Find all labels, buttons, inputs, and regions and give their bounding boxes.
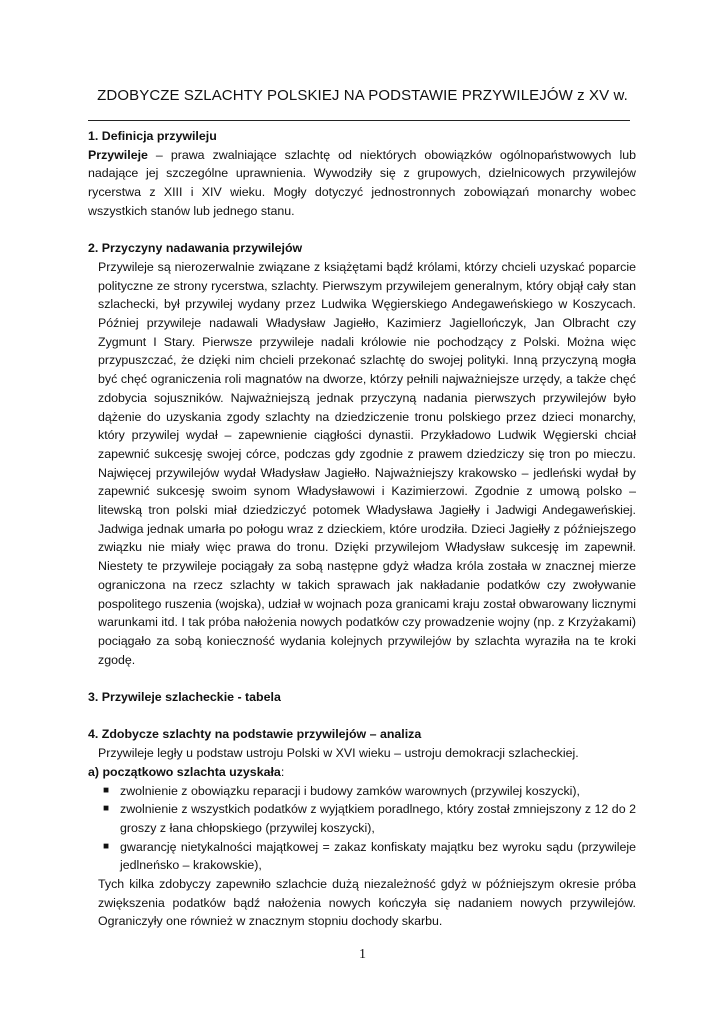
page-number: 1 — [359, 947, 366, 962]
section-1-heading: 1. Definicja przywileju — [88, 129, 217, 143]
section-3-heading: 3. Przywileje szlacheckie - tabela — [88, 690, 281, 705]
section-1-paragraph — [88, 146, 636, 221]
bullet-square-icon: ■ — [103, 803, 110, 815]
definition-text: – prawa zwalniające szlachtę od niektórych obowiązków ogólnopaństwowych lub nadające jej szczególne uprawnienia. Wywodziły się z grupowych, dzielnicowych przywilejów rycerstwa z XIII i XIV wieku. Mogły dotyczyć jednostronnych zobowiązań monarchy wobec wszystkich stanów lub jednego stanu. — [88, 147, 636, 218]
title-divider — [88, 120, 630, 121]
section-2-heading: 2. Przyczyny nadawania przywilejów — [88, 241, 303, 256]
document-title: ZDOBYCZE SZLACHTY POLSKIEJ NA PODSTAWIE PRZYWILEJÓW z XV w. — [97, 87, 628, 104]
definition-term: Przywileje — [88, 147, 148, 162]
bullet-square-icon: ■ — [103, 784, 110, 796]
section-2-paragraph: Przywileje są nierozerwalnie związane z książętami bądź królami, którzy chcieli uzyskać poparcie polityczne ze strony rycerstwa, szlachty. Pierwszym przywilejem generalnym, który objął cały stan szlachecki, był przywilej wydany przez Ludwika Węgierskiego Andegaweńskiego w Koszycach. Później przywileje nadawali Władysław Jagiełło, Kazimierz Jagiellończyk, Jan Olbracht czy Zygmunt I Stary. Pierwsze przywileje nadali królowie nie pochodzący z Polski. Można więc przypuszczać, że dzięki nim chcieli przekonać szlachtę do swojej polityki. Inną przyczyną mogła być chęć ograniczenia roli magnatów na dworze, którzy pełnili najważniejsze urzędy, a także chęć zdobycia sojuszników. Najważniejszą jednak przyczyną nadania pierwszych przywilejów było dążenie do uzyskania zgody szlachty na dziedziczenie tronu polskiego przez dzieci monarchy, który przywilej wydał – zapewnienie ciągłości dynastii. Przykładowo Ludwik Węgierski chciał zapewnić sukcesję swojej córce, podczas gdy zgodnie z prawem dziedziczy się tron po mieczu. Najwięcej przywilejów wydał Władysław Jagiełło. Najważniejszy krakowsko – jedleński wydał by zapewnić sukcesję swoim synom Władysławowi i Kazimierzowi. Zgodnie z umową polsko – litewską tron polski miał dziedziczyć potomek Władysława Jagiełły i Jadwigi Andegaweńskiej. Jadwiga jednak umarła po połogu wraz z dzieckiem, które urodziła. Dzieci Jagiełły z późniejszego związku nie miały więc prawa do tronu. Dzięki przywilejom Władysław sukcesję im zapewnił. Niestety te przywileje pociągały za sobą następne gdyż władza króla została w znacznej mierze ograniczona na rzecz szlachty w takich sprawach jak nakładanie podatków czy zwoływanie pospolitego ruszenia (wojska), udział w wojnach poza granicami kraju został obwarowany licznymi warunkami itd. I tak próba nałożenia nowych podatków czy prowadzenie wojny (np. z Krzyżakami) pociągało za sobą konieczność wydania kolejnych przywilejów by szlachta wyraziła na te kroki zgodę. — [98, 259, 636, 667]
acquisitions-list — [88, 782, 636, 876]
list-item: ■ gwarancję nietykalności majątkowej = zakaz konfiskaty majątku bez wyroku sądu (przywileje jedlneńsko – krakowskie), — [103, 839, 636, 873]
section-4-intro: Przywileje legły u podstaw ustroju Polski w XVI wieku – ustroju demokracji szlacheckiej. — [98, 746, 579, 761]
section-4-heading: 4. Zdobycze szlachty na podstawie przywilejów – analiza — [88, 727, 422, 742]
subsection-a-label: a) początkowo szlachta uzyskała: — [88, 764, 285, 779]
document-body — [88, 127, 636, 931]
section-4-closing: Tych kilka zdobyczy zapewniło szlachcie dużą niezależność gdyż w późniejszym okresie próba zwiększenia podatków bądź nałożenia nowych kończyła się nadaniem nowych przywilejów. Ograniczyły one również w znacznym stopniu dochody skarbu. — [98, 877, 636, 929]
bullet-square-icon: ■ — [103, 840, 110, 852]
list-item: ■ zwolnienie z obowiązku reparacji i budowy zamków warownych (przywilej koszycki), — [103, 782, 636, 801]
list-item: ■ zwolnienie z wszystkich podatków z wyjątkiem poradlnego, który został zmniejszony z 12 do 2 groszy z łana chłopskiego (przywilej koszycki), — [103, 802, 636, 835]
